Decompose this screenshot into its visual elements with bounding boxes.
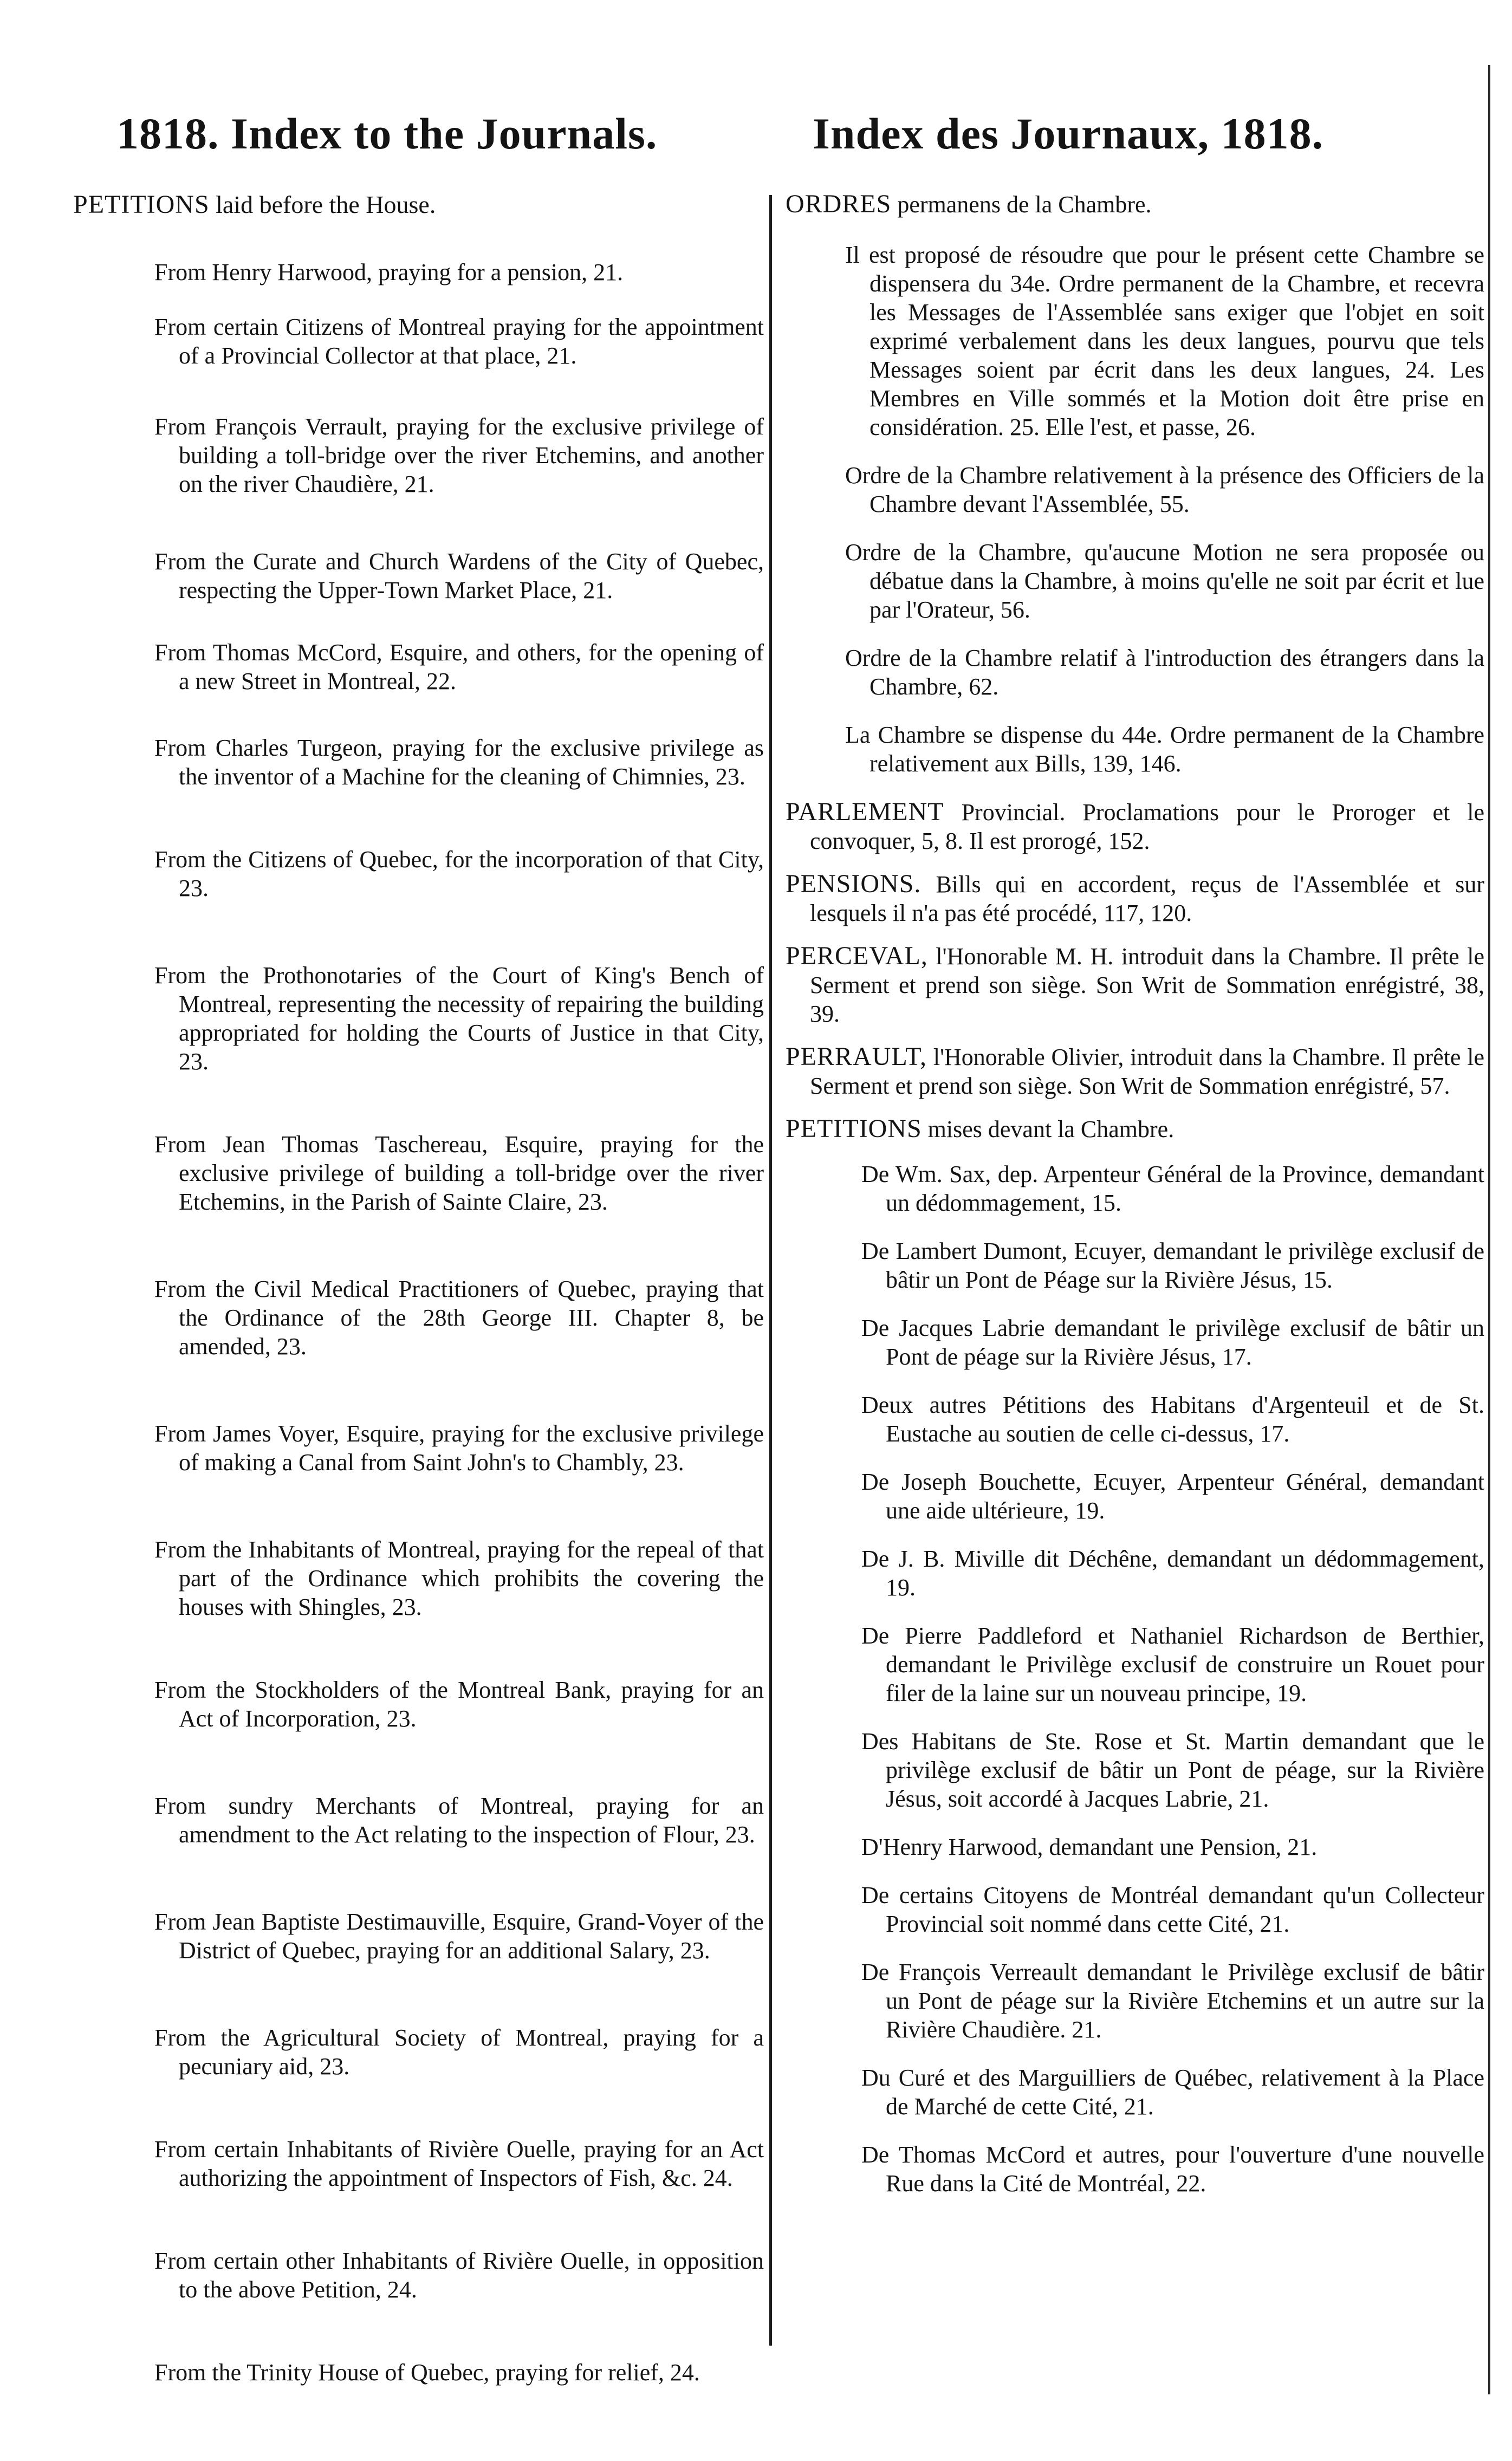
petition-entry-harwood: From Henry Harwood, praying for a pension, 21. <box>154 259 624 285</box>
entry-text: Bills qui en accordent, reçus de l'Assemblée et sur lesquels il n'a pas été procédé, 117, 120. <box>810 871 1484 926</box>
petition-entry-verreault: De François Verreault demandant le Privilège exclusif de bâtir un Pont de péage sur la Rivière Etchemins et un autre sur la Rivière Chaudière. 21. <box>861 1959 1484 2043</box>
parlement-entry <box>786 797 1484 855</box>
english-index-column <box>73 190 764 2387</box>
heading-text: mises devant la Chambre. <box>922 1116 1174 1142</box>
petition-entry-miville: De J. B. Miville dit Déchêne, demandant un dédommagement, 19. <box>861 1546 1484 1601</box>
entry-capitals: PERCEVAL, <box>786 941 928 970</box>
petition-entry-flour-inspection: From sundry Merchants of Montreal, praying for an amendment to the Act relating to the inspection of Flour, 23. <box>154 1793 764 1848</box>
heading-capitals: PETITIONS <box>786 1114 922 1143</box>
petition-entry-mccord: From Thomas McCord, Esquire, and others, for the opening of a new Street in Montreal, 22. <box>154 639 764 694</box>
ordres-heading <box>786 190 1484 219</box>
column-divider-rule <box>769 195 772 2346</box>
petition-entry-agricultural-society: From the Agricultural Society of Montreal, praying for a pecuniary aid, 23. <box>154 2024 764 2080</box>
petition-entry-argenteuil: Deux autres Pétitions des Habitans d'Argenteuil et de St. Eustache au soutien de celle ci-dessus, 17. <box>861 1392 1484 1447</box>
perrault-entry <box>786 1042 1484 1100</box>
perceval-entry <box>786 941 1484 1028</box>
petition-entry-collecteur: De certains Citoyens de Montréal demandant qu'un Collecteur Provincial soit nommé dans cette Cité, 21. <box>861 1882 1484 1937</box>
ordres-entry-motion: Ordre de la Chambre, qu'aucune Motion ne sera proposée ou débatue dans la Chambre, à moins qu'elle ne soit par écrit et lue par l'Orateur, 56. <box>845 539 1484 623</box>
petition-entry-bouchette: De Joseph Bouchette, Ecuyer, Arpenteur Général, demandant une aide ultérieure, 19. <box>861 1469 1484 1524</box>
running-head-english: 1818. Index to the Journals. <box>116 109 658 158</box>
petition-entry-mccord-fr: De Thomas McCord et autres, pour l'ouverture d'une nouvelle Rue dans la Cité de Montréal, 22. <box>861 2141 1484 2197</box>
entry-capitals: PERRAULT, <box>786 1042 927 1071</box>
heading-text: permanens de la Chambre. <box>891 191 1152 218</box>
pensions-entry <box>786 869 1484 927</box>
petition-entry-riviere-ouelle: From certain Inhabitants of Rivière Ouelle, praying for an Act authorizing the appointment of Inspectors of Fish, &c. 24. <box>154 2136 764 2191</box>
petitions-heading-english <box>73 190 764 220</box>
petition-entry-taschereau: From Jean Thomas Taschereau, Esquire, praying for the exclusive privilege of building a toll-bridge over the river Etchemins, in the Parish of Sainte Claire, 23. <box>154 1131 764 1215</box>
petition-entry-ste-rose: Des Habitans de Ste. Rose et St. Martin demandant que le privilège exclusif de bâtir un Pont de péage, sur la Rivière Jésus, soit accordé à Jacques Labrie, 21. <box>861 1728 1484 1812</box>
petition-entry-montreal-collector: From certain Citizens of Montreal praying for the appointment of a Provincial Collector at that place, 21. <box>154 314 764 369</box>
petition-entry-prothonotaries: From the Prothonotaries of the Court of King's Bench of Montreal, representing the necessity of repairing the building appropriated for holding the Courts of Justice in that City, 23. <box>154 962 764 1075</box>
running-head-french: Index des Journaux, 1818. <box>813 109 1324 158</box>
entry-text: l'Honorable M. H. introduit dans la Chambre. Il prête le Serment et prend son siège. Son Writ de Sommation enrégistré, 38, 39. <box>810 943 1484 1027</box>
entry-capitals: PENSIONS. <box>786 869 922 898</box>
heading-text: laid before the House. <box>209 191 436 218</box>
ordres-entry-officiers: Ordre de la Chambre relativement à la présence des Officiers de la Chambre devant l'Assemblée, 55. <box>845 462 1484 517</box>
page-edge-rule <box>1488 65 1490 2394</box>
french-index-column <box>786 190 1484 2198</box>
heading-capitals: ORDRES <box>786 190 892 218</box>
petition-entry-labrie: De Jacques Labrie demandant le privilège exclusif de bâtir un Pont de péage sur la Rivière Jésus, 17. <box>861 1315 1484 1370</box>
entry-text: Provincial. Proclamations pour le Proroger et le convoquer, 5, 8. Il est prorogé, 152. <box>810 799 1484 854</box>
petition-entry-voyer: From James Voyer, Esquire, praying for the exclusive privilege of making a Canal from Saint John's to Chambly, 23. <box>154 1420 764 1476</box>
petition-entry-cure: Du Curé et des Marguilliers de Québec, relativement à la Place de Marché de cette Cité, 21. <box>861 2064 1484 2120</box>
ordres-entry-etrangers: Ordre de la Chambre relatif à l'introduction des étrangers dans la Chambre, 62. <box>845 645 1484 700</box>
petition-entry-quebec-market: From the Curate and Church Wardens of the City of Quebec, respecting the Upper-Town Market Place, 21. <box>154 548 764 603</box>
petition-entry-sax: De Wm. Sax, dep. Arpenteur Général de la Province, demandant un dédommagement, 15. <box>861 1161 1484 1216</box>
entry-capitals: PARLEMENT <box>786 797 944 826</box>
petition-entry-turgeon: From Charles Turgeon, praying for the exclusive privilege as the inventor of a Machine for the cleaning of Chimnies, 23. <box>154 735 764 790</box>
ordres-entry-messages: Il est proposé de résoudre que pour le présent cette Chambre se dispensera du 34e. Ordre permanent de la Chambre, et recevra les Messages de l'Assemblée sans exiger que l'objet en soit exprimé verbalement dans les deux langues, pourvu que tels Messages soient par écrit dans les deux langues, 24. Les Membres en Ville sommés et la Motion doit être prise en considération. 25. Elle l'est, et passe, 26. <box>845 242 1484 440</box>
petition-entry-medical-practitioners: From the Civil Medical Practitioners of Quebec, praying that the Ordinance of the 28th George III. Chapter 8, be amended, 23. <box>154 1276 764 1360</box>
petition-entry-trinity-house: From the Trinity House of Quebec, praying for relief, 24. <box>154 2359 700 2386</box>
petition-entry-harwood-fr: D'Henry Harwood, demandant une Pension, 21. <box>861 1834 1318 1860</box>
petition-entry-montreal-bank: From the Stockholders of the Montreal Bank, praying for an Act of Incorporation, 23. <box>154 1677 764 1732</box>
petition-entry-paddleford: De Pierre Paddleford et Nathaniel Richardson de Berthier, demandant le Privilège exclusif de construire un Rouet pour filer de la laine sur un nouveau principe, 19. <box>861 1622 1484 1706</box>
petition-entry-dumont: De Lambert Dumont, Ecuyer, demandant le privilège exclusif de bâtir un Pont de Péage sur la Rivière Jésus, 15. <box>861 1238 1484 1293</box>
petitions-heading-french <box>786 1114 1484 1144</box>
petition-entry-shingles: From the Inhabitants of Montreal, praying for the repeal of that part of the Ordinance which prohibits the covering the houses with Shingles, 23. <box>154 1536 764 1620</box>
entry-text: l'Honorable Olivier, introduit dans la Chambre. Il prête le Serment et prend son siège. Son Writ de Sommation enrégistré, 57. <box>810 1044 1484 1099</box>
petition-entry-verrault: From François Verrault, praying for the exclusive privilege of building a toll-bridge over the river Etchemins, and another on the river Chaudière, 21. <box>154 413 764 497</box>
petition-entry-riviere-ouelle-opposition: From certain other Inhabitants of Rivière Ouelle, in opposition to the above Petition, 24. <box>154 2248 764 2303</box>
heading-capitals: PETITIONS <box>73 190 210 219</box>
ordres-entry-bills: La Chambre se dispense du 44e. Ordre permanent de la Chambre relativement aux Bills, 139, 146. <box>845 722 1484 777</box>
petition-entry-destimauville: From Jean Baptiste Destimauville, Esquire, Grand-Voyer of the District of Quebec, praying for an additional Salary, 23. <box>154 1908 764 1964</box>
petition-entry-quebec-incorporation: From the Citizens of Quebec, for the incorporation of that City, 23. <box>154 846 764 901</box>
